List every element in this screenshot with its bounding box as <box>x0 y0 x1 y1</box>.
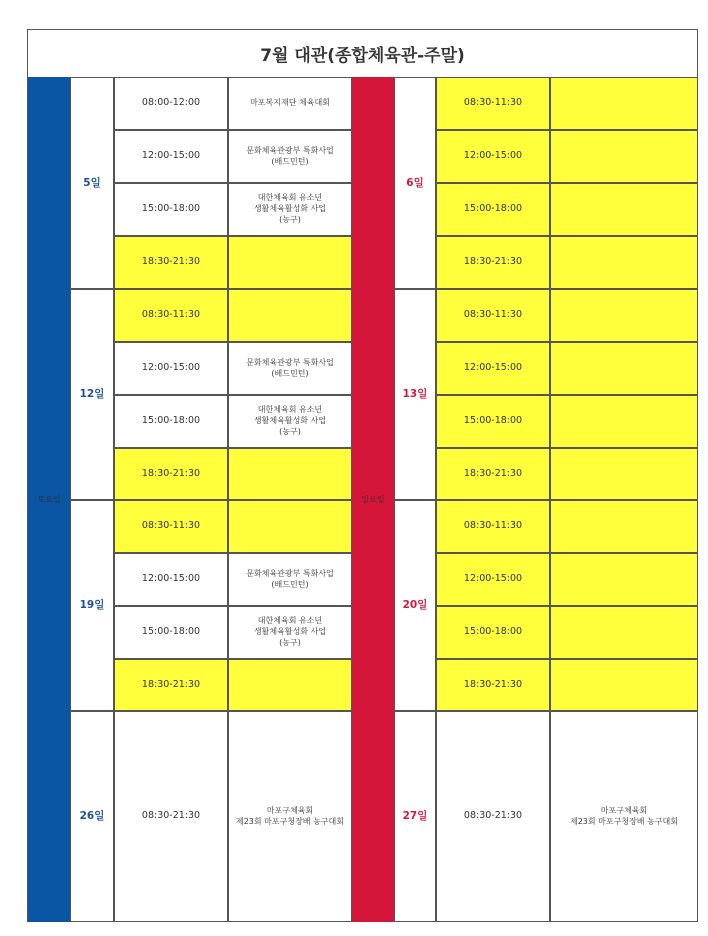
date-cell: 13일 <box>394 289 436 500</box>
time-cell: 18:30-21:30 <box>436 659 550 711</box>
time-cell: 15:00-18:00 <box>114 395 228 448</box>
event-cell <box>228 659 352 711</box>
time-cell: 18:30-21:30 <box>436 236 550 289</box>
event-cell: 문화체육관광부 특화사업 (배드민턴) <box>228 553 352 606</box>
time-cell: 12:00-15:00 <box>436 130 550 183</box>
time-cell: 18:30-21:30 <box>114 448 228 500</box>
event-cell: 대한체육회 유소년 생활체육활성화 사업 (농구) <box>228 395 352 448</box>
date-cell: 12일 <box>70 289 114 500</box>
event-cell: 문화체육관광부 특화사업 (배드민턴) <box>228 342 352 395</box>
event-cell <box>228 289 352 342</box>
time-cell: 08:30-11:30 <box>436 77 550 130</box>
event-cell: 대한체육회 유소년 생활체육활성화 사업 (농구) <box>228 606 352 659</box>
event-cell <box>550 553 698 606</box>
time-cell: 08:30-21:30 <box>114 711 228 922</box>
saturday-label: 토요일 <box>37 495 61 504</box>
event-cell: 대한체육회 유소년 생활체육활성화 사업 (농구) <box>228 183 352 236</box>
time-cell: 15:00-18:00 <box>436 395 550 448</box>
event-cell <box>550 342 698 395</box>
event-cell <box>550 236 698 289</box>
time-cell: 08:30-21:30 <box>436 711 550 922</box>
date-cell: 19일 <box>70 500 114 711</box>
time-cell: 18:30-21:30 <box>436 448 550 500</box>
time-cell: 18:30-21:30 <box>114 659 228 711</box>
date-cell: 20일 <box>394 500 436 711</box>
time-cell: 08:30-11:30 <box>114 500 228 553</box>
event-cell <box>550 289 698 342</box>
time-cell: 12:00-15:00 <box>436 342 550 395</box>
time-cell: 15:00-18:00 <box>114 606 228 659</box>
saturday-band <box>28 77 70 922</box>
event-cell <box>550 183 698 236</box>
event-cell: 문화체육관광부 특화사업 (배드민턴) <box>228 130 352 183</box>
time-cell: 08:30-11:30 <box>436 289 550 342</box>
time-cell: 18:30-21:30 <box>114 236 228 289</box>
event-cell <box>550 659 698 711</box>
time-cell: 08:00-12:00 <box>114 77 228 130</box>
time-cell: 08:30-11:30 <box>114 289 228 342</box>
event-cell <box>550 606 698 659</box>
date-cell: 6일 <box>394 77 436 289</box>
page-title: 7월 대관(종합체육관-주말) <box>260 45 465 66</box>
event-cell: 마포복지재단 체육대회 <box>228 77 352 130</box>
date-cell: 5일 <box>70 77 114 289</box>
time-cell: 08:30-11:30 <box>436 500 550 553</box>
date-cell: 27일 <box>394 711 436 922</box>
time-cell: 15:00-18:00 <box>114 183 228 236</box>
time-cell: 12:00-15:00 <box>114 342 228 395</box>
date-cell: 26일 <box>70 711 114 922</box>
event-cell: 마포구체육회 제23회 마포구청장배 농구대회 <box>550 711 698 922</box>
event-cell <box>228 448 352 500</box>
event-cell <box>228 236 352 289</box>
time-cell: 15:00-18:00 <box>436 606 550 659</box>
time-cell: 12:00-15:00 <box>114 130 228 183</box>
event-cell <box>550 448 698 500</box>
event-cell <box>228 500 352 553</box>
event-cell: 마포구체육회 제23회 마포구청장배 농구대회 <box>228 711 352 922</box>
event-cell <box>550 77 698 130</box>
sunday-band <box>352 77 394 922</box>
time-cell: 15:00-18:00 <box>436 183 550 236</box>
sunday-label: 일요일 <box>361 495 385 504</box>
time-cell: 12:00-15:00 <box>114 553 228 606</box>
event-cell <box>550 395 698 448</box>
time-cell: 12:00-15:00 <box>436 553 550 606</box>
event-cell <box>550 130 698 183</box>
event-cell <box>550 500 698 553</box>
